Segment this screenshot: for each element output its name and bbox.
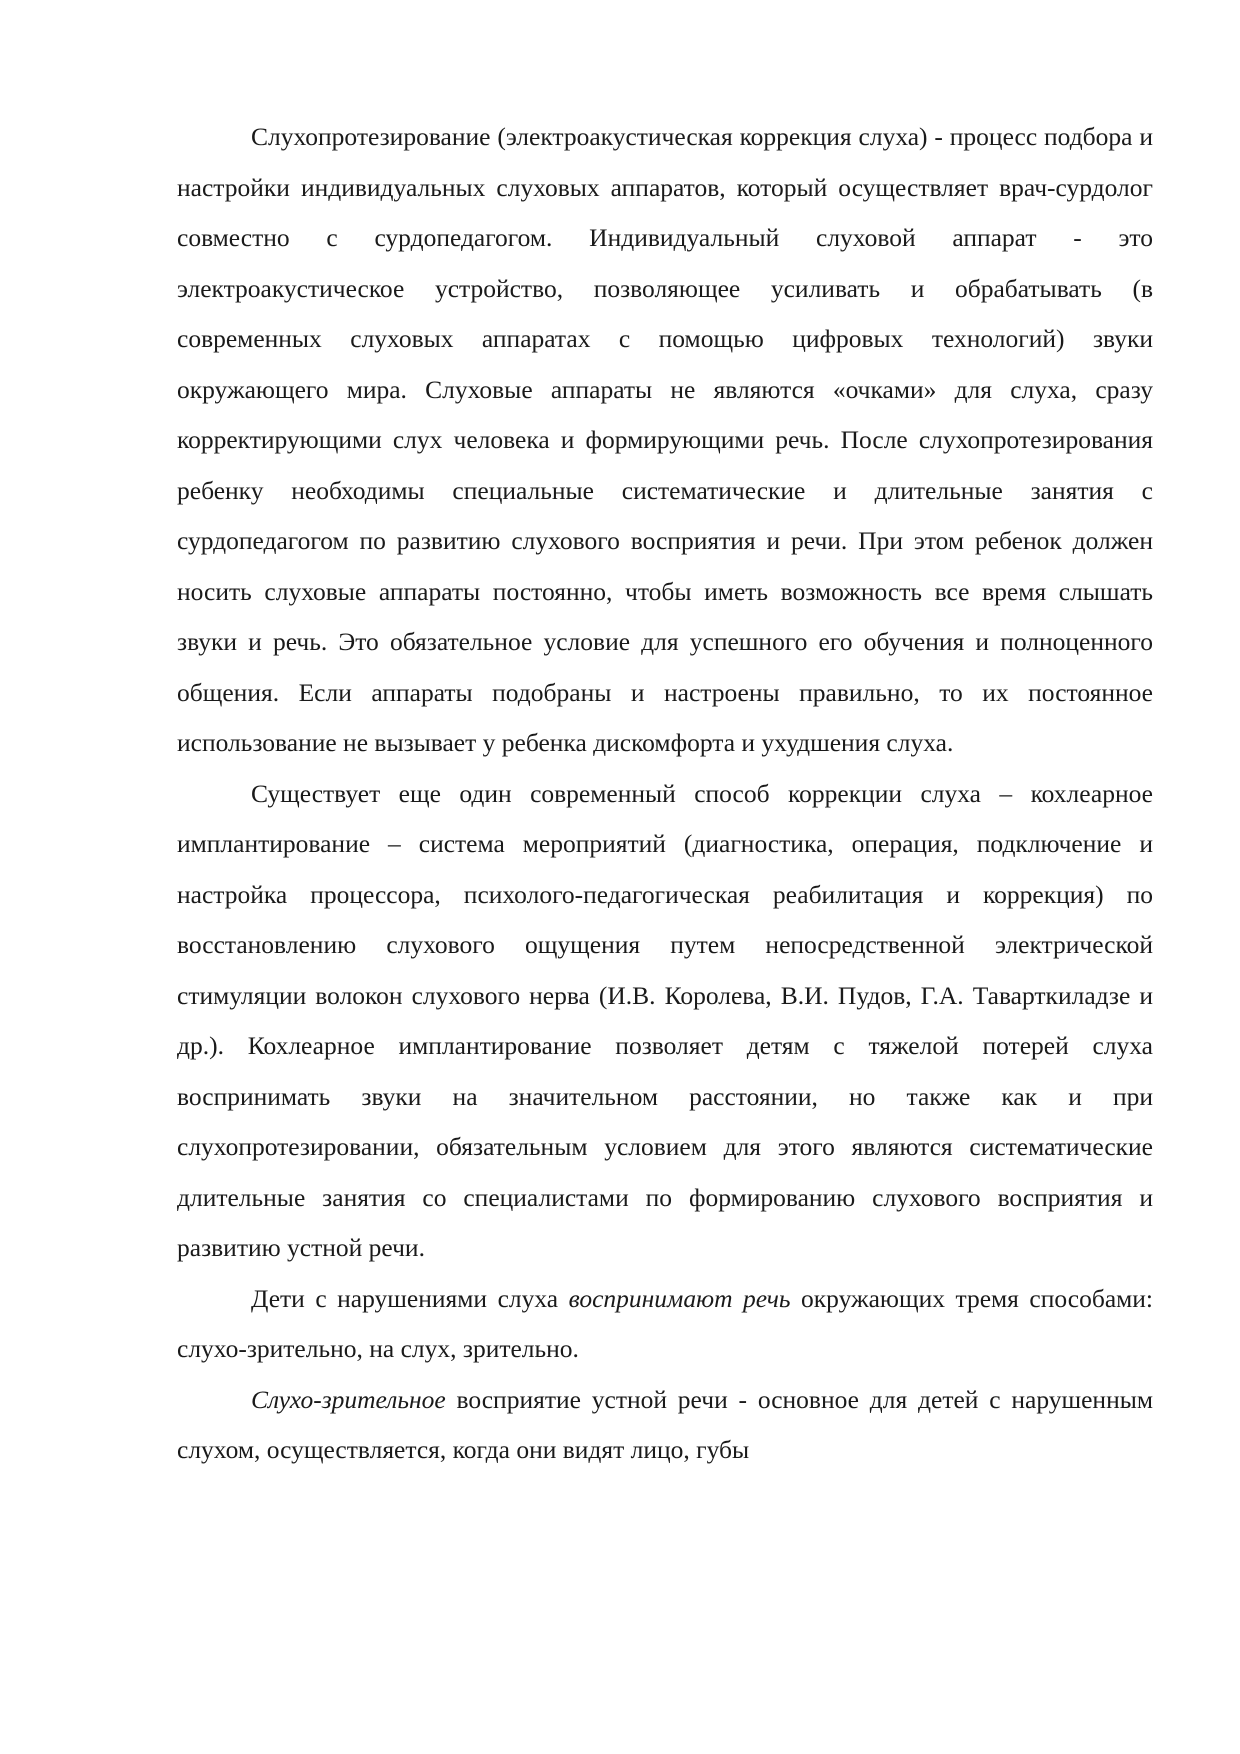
paragraph-text: Дети с нарушениями слуха [251,1283,569,1313]
paragraph-text: Существует еще один современный способ коррекции слуха – кохлеарное имплантирование – система мероприятий (диагностика, операция, подключение и настройка процессора, психолого-педагогическая реабилитация и коррекция) по восстановлению слухового ощущения путем непосредственной электрической стимуляции волокон слухового нерва (И.В. Королева, В.И. Пудов, Г.А. Таварткиладзе и др.). Кохлеарное имплантирование позволяет детям с тяжелой потерей слуха воспринимать звуки на значительном расстоянии, но также как и при слухопротезировании, обязательным условием для этого являются систематические длительные занятия со специалистами по формированию слухового восприятия и развитию устной речи. [177,778,1153,1262]
paragraph-audio-visual [177,1375,1153,1476]
paragraph-text: восприятие устной речи - основное для детей с нарушенным слухом, осуществляется, когда они видят лицо, губы [177,1384,1153,1464]
paragraph-cochlear-implant [177,769,1153,1274]
paragraph-hearing-aids [177,112,1153,769]
paragraph-text: окружающих тремя способами: слухо-зрительно, на слух, зрительно. [177,1283,1153,1363]
paragraph-speech-perception [177,1274,1153,1375]
document-body [177,112,1153,1476]
italic-term: Слухо-зрительное [251,1384,446,1414]
paragraph-text: Слухопротезирование (электроакустическая коррекция слуха) - процесс подбора и настройки индивидуальных слуховых аппаратов, который осуществляет врач-сурдолог совместно с сурдопедагогом. Индивидуальный слуховой аппарат - это электроакустическое устройство, позволяющее усиливать и обрабатывать (в современных слуховых аппаратах с помощью цифровых технологий) звуки окружающего мира. Слуховые аппараты не являются «очками» для слуха, сразу корректирующими слух человека и формирующими речь. После слухопротезирования ребенку необходимы специальные систематические и длительные занятия с сурдопедагогом по развитию слухового восприятия и речи. При этом ребенок должен носить слуховые аппараты постоянно, чтобы иметь возможность все время слышать звуки и речь. Это обязательное условие для успешного его обучения и полноценного общения. Если аппараты подобраны и настроены правильно, то их постоянное использование не вызывает у ребенка дискомфорта и ухудшения слуха. [177,122,1153,757]
italic-term: воспринимают речь [568,1283,791,1313]
